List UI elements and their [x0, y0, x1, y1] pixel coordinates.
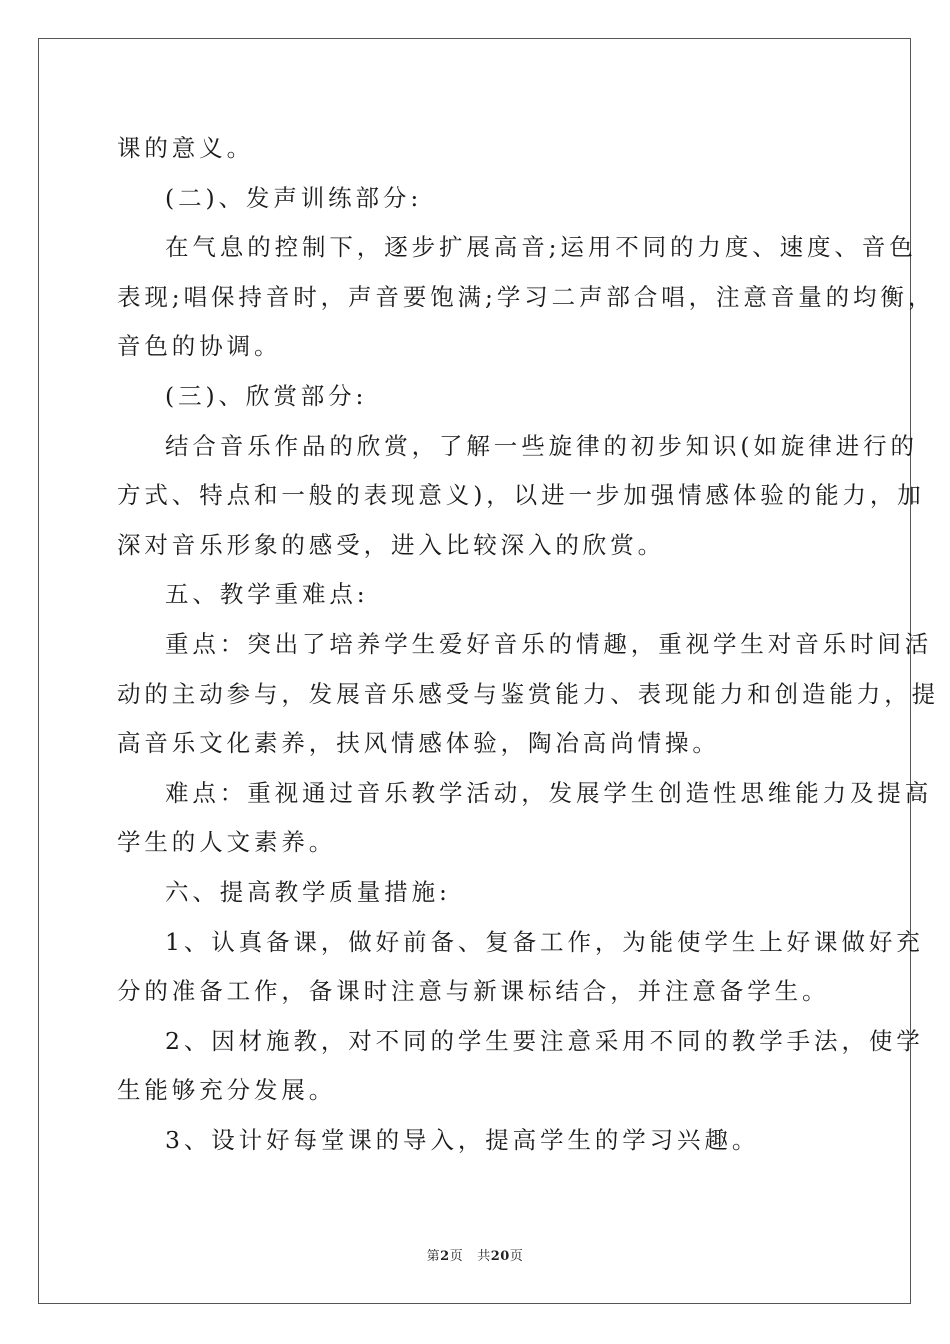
text-line: 3、设计好每堂课的导入，提高学生的学习兴趣。: [165, 1125, 760, 1154]
section-heading: [117, 570, 837, 620]
text-line: 重点：突出了培养学生爱好音乐的情趣，重视学生对音乐时间活: [165, 629, 933, 658]
text-line: 2、因材施教，对不同的学生要注意采用不同的教学手法，使学: [165, 1026, 924, 1055]
page-prefix: 第: [426, 1249, 441, 1264]
page-suffix: 页: [449, 1249, 464, 1264]
text-line: 音色的协调。: [117, 332, 282, 361]
text-line: 六、提高教学质量措施:: [165, 877, 451, 906]
paragraph: [117, 422, 925, 571]
text-line: 方式、特点和一般的表现意义)，以进一步加强情感体验的能力，加: [117, 481, 925, 510]
list-item: [117, 918, 924, 1017]
section-heading: [117, 372, 837, 422]
paragraph: [117, 124, 837, 174]
text-line: 深对音乐形象的感受，进入比较深入的欣赏。: [117, 530, 665, 559]
total-prefix: 共: [477, 1249, 491, 1264]
text-line: 1、认真备课，做好前备、复备工作，为能使学生上好课做好充: [165, 927, 924, 956]
text-line: 在气息的控制下，逐步扩展高音;运用不同的力度、速度、音色: [165, 233, 917, 262]
text-line: 学生的人文素养。: [117, 828, 337, 857]
text-line: 难点：重视通过音乐教学活动，发展学生创造性思维能力及提高: [165, 778, 933, 807]
text-line: 生能够充分发展。: [117, 1076, 337, 1105]
text-line: 五、教学重难点:: [165, 580, 369, 609]
list-item: [117, 1017, 924, 1116]
text-line: 课的意义。: [117, 134, 254, 162]
text-line: 结合音乐作品的欣赏，了解一些旋律的初步知识(如旋律进行的: [165, 431, 918, 460]
paragraph: [117, 769, 933, 868]
paragraph: [117, 223, 936, 372]
section-heading: [117, 174, 837, 224]
page-number: 2: [440, 1249, 450, 1264]
paragraph: [117, 620, 939, 769]
text-line: 表现;唱保持音时，声音要饱满;学习二声部合唱，注意音量的均衡，: [117, 282, 936, 311]
document-body: [117, 124, 939, 1165]
text-line: 高音乐文化素养，扶风情感体验，陶冶高尚情操。: [117, 729, 720, 758]
total-pages: 20: [490, 1249, 510, 1264]
total-suffix: 页: [509, 1249, 524, 1264]
text-line: 动的主动参与，发展音乐感受与鉴赏能力、表现能力和创造能力，提: [117, 679, 939, 708]
section-heading: [117, 868, 837, 918]
text-line: (二)、发声训练部分:: [165, 183, 423, 212]
text-line: 分的准备工作，备课时注意与新课标结合，并注意备学生。: [117, 977, 830, 1006]
list-item: [117, 1116, 837, 1166]
text-line: (三)、欣赏部分:: [165, 381, 368, 410]
page-footer: [0, 1245, 950, 1264]
